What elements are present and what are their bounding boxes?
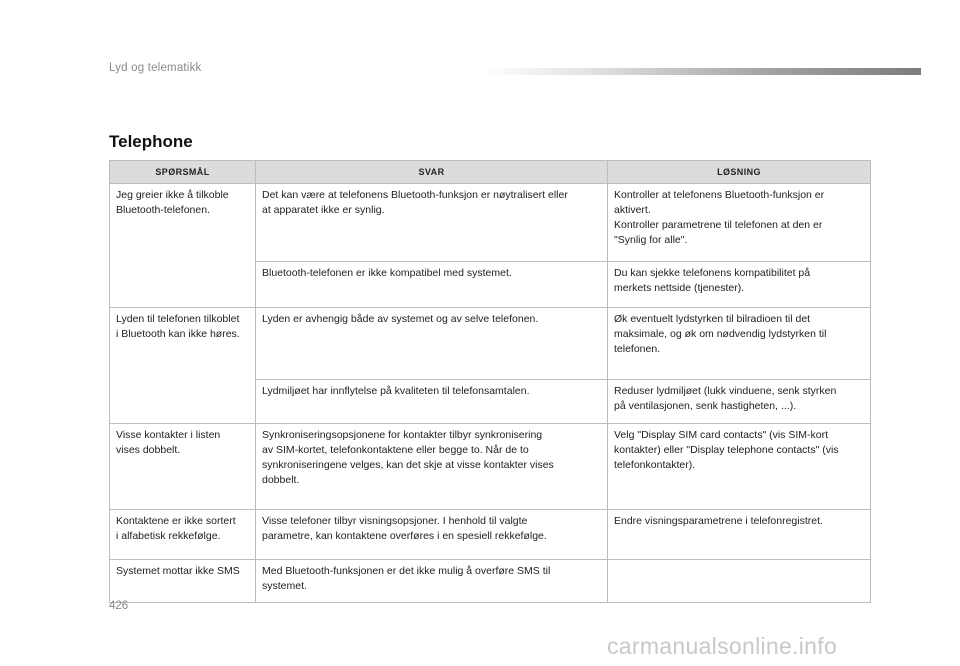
question-cell	[110, 560, 256, 603]
cell-text-line: systemet.	[262, 580, 307, 592]
cell-text-line: at apparatet ikke er synlig.	[262, 204, 385, 216]
page-title: Telephone	[109, 132, 193, 151]
table-row	[110, 184, 871, 262]
solution-cell	[608, 262, 871, 308]
solution-cell	[608, 510, 871, 560]
cell-text-line: Velg "Display SIM card contacts" (vis SIM-kort	[614, 429, 829, 441]
solution-cell	[608, 424, 871, 510]
table-body	[110, 184, 871, 603]
cell-text-line: i alfabetisk rekkefølge.	[116, 530, 221, 542]
cell-text-line: Reduser lydmiljøet (lukk vinduene, senk styrken	[614, 385, 837, 397]
table-row	[110, 308, 871, 380]
cell-text-line: Du kan sjekke telefonens kompatibilitet på	[614, 267, 811, 279]
question-cell	[110, 424, 256, 510]
cell-text-line: Synkroniseringsopsjonene for kontakter tilbyr synkronisering	[262, 429, 543, 441]
cell-text-line: aktivert.	[614, 204, 651, 216]
cell-text-line: Kontaktene er ikke sortert	[116, 515, 236, 527]
cell-text-line: Systemet mottar ikke SMS	[116, 565, 240, 577]
cell-text-line: synkroniseringene velges, kan det skje at visse kontakter vises	[262, 459, 554, 471]
solution-cell	[608, 184, 871, 262]
cell-text-line: Visse kontakter i listen	[116, 429, 221, 441]
troubleshooting-table	[109, 160, 871, 603]
question-cell	[110, 184, 256, 308]
answer-cell	[256, 308, 608, 380]
table-row	[110, 424, 871, 510]
cell-text-line: Med Bluetooth-funksjonen er det ikke mulig å overføre SMS til	[262, 565, 551, 577]
cell-text-line: Øk eventuelt lydstyrken til bilradioen til det	[614, 313, 811, 325]
column-header-answer: SVAR	[256, 161, 608, 184]
watermark-text: carmanualsonline.info	[607, 633, 838, 659]
header-decorative-bar	[480, 68, 921, 75]
cell-text-line: Kontroller parametrene til telefonen at den er	[614, 219, 823, 231]
cell-text-line: Lyden til telefonen tilkoblet	[116, 313, 240, 325]
answer-cell	[256, 184, 608, 262]
cell-text-line: Bluetooth-telefonen er ikke kompatibel med systemet.	[262, 267, 512, 279]
cell-text-line: Lydmiljøet har innflytelse på kvaliteten til telefonsamtalen.	[262, 385, 530, 397]
answer-cell	[256, 262, 608, 308]
cell-text-line: vises dobbelt.	[116, 444, 181, 456]
solution-cell	[608, 308, 871, 380]
cell-text-line: telefonkontakter).	[614, 459, 696, 471]
cell-text-line: telefonen.	[614, 343, 661, 355]
cell-text-line: Bluetooth-telefonen.	[116, 204, 210, 216]
table-row	[110, 560, 871, 603]
cell-text-line: parametre, kan kontaktene overføres i en spesiell rekkefølge.	[262, 530, 547, 542]
cell-text-line: maksimale, og øk om nødvendig lydstyrken til	[614, 328, 827, 340]
cell-text-line: Kontroller at telefonens Bluetooth-funksjon er	[614, 189, 825, 201]
cell-text-line: "Synlig for alle".	[614, 234, 688, 246]
answer-cell	[256, 510, 608, 560]
cell-text-line: Jeg greier ikke å tilkoble	[116, 189, 229, 201]
cell-text-line: kontakter) eller "Display telephone contacts" (vis	[614, 444, 839, 456]
cell-text-line: av SIM-kortet, telefonkontaktene eller begge to. Når de to	[262, 444, 529, 456]
cell-text-line: dobbelt.	[262, 474, 300, 486]
question-cell	[110, 510, 256, 560]
cell-text-line: merkets nettside (tjenester).	[614, 282, 745, 294]
cell-text-line: Lyden er avhengig både av systemet og av selve telefonen.	[262, 313, 539, 325]
question-cell	[110, 308, 256, 424]
section-title: Lyd og telematikk	[109, 62, 202, 74]
cell-text-line: Visse telefoner tilbyr visningsopsjoner. I henhold til valgte	[262, 515, 528, 527]
cell-text-line: i Bluetooth kan ikke høres.	[116, 328, 240, 340]
table-row	[110, 510, 871, 560]
table-header-row	[110, 161, 871, 184]
cell-text-line: på ventilasjonen, senk hastigheten, ...).	[614, 400, 797, 412]
answer-cell	[256, 424, 608, 510]
cell-text-line: Endre visningsparametrene i telefonregistret.	[614, 515, 823, 527]
answer-cell	[256, 560, 608, 603]
column-header-question: SPØRSMÅL	[110, 161, 256, 184]
cell-text-line: Det kan være at telefonens Bluetooth-funksjon er nøytralisert eller	[262, 189, 568, 201]
answer-cell	[256, 380, 608, 424]
page-number: 426	[109, 600, 129, 612]
solution-cell	[608, 560, 871, 603]
column-header-solution: LØSNING	[608, 161, 871, 184]
solution-cell	[608, 380, 871, 424]
